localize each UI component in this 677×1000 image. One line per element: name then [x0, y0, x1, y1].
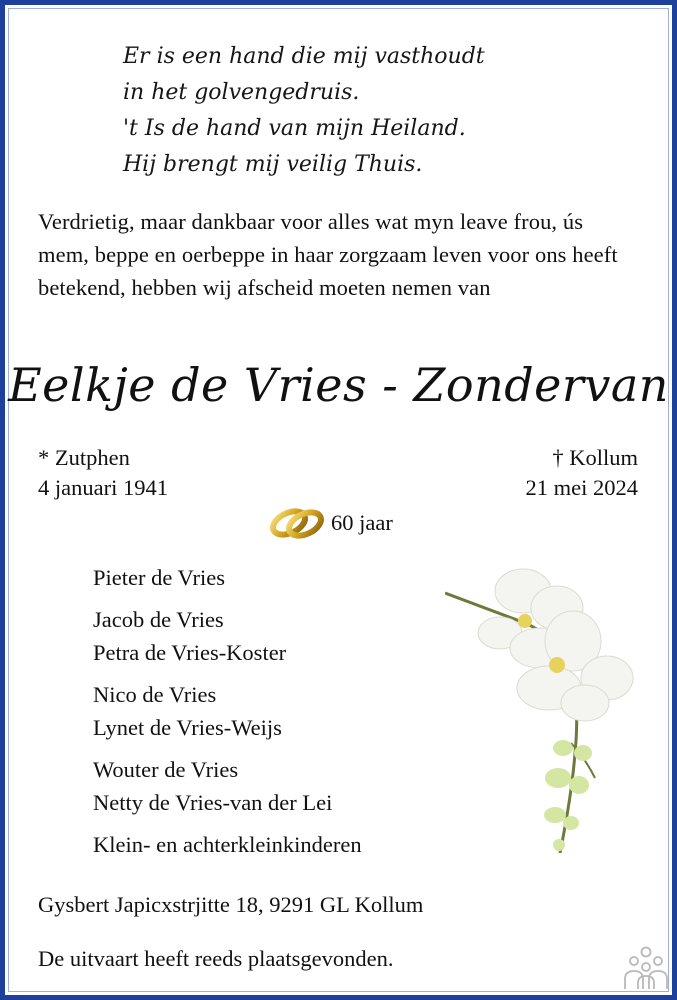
- family-member: Netty de Vries-van der Lei: [93, 790, 333, 815]
- poem-line: 't Is de hand van mijn Heiland.: [123, 116, 466, 141]
- poem: [123, 39, 485, 183]
- family-member: Jacob de Vries: [93, 607, 224, 632]
- wedding-rings-icon: [267, 497, 329, 547]
- family-member: Klein- en achterkleinkinderen: [93, 832, 362, 857]
- family-group: [93, 678, 362, 744]
- intro-text: Verdrietig, maar dankbaar voor alles wat myn leave frou, ús mem, beppe en oerbeppe in haar zorgzaam leven voor ons heeft betekend, hebben wij afscheid moeten nemen van: [38, 209, 618, 300]
- family-member: Lynet de Vries-Weijs: [93, 715, 282, 740]
- white-orchid-icon: [445, 553, 655, 863]
- marriage-years: 60 jaar: [331, 510, 393, 535]
- family-member: Pieter de Vries: [93, 565, 225, 590]
- birth-date: 4 januari 1941: [38, 475, 168, 500]
- death-date: 21 mei 2024: [525, 475, 638, 500]
- death-place: † Kollum: [552, 445, 638, 470]
- people-family-icon: [621, 945, 671, 991]
- family-group: [93, 828, 362, 861]
- birth-info: [38, 443, 168, 503]
- deceased-name: Eelkje de Vries - Zondervan: [8, 358, 669, 412]
- death-info: [526, 443, 639, 503]
- funeral-note: De uitvaart heeft reeds plaatsgevonden.: [38, 946, 394, 971]
- birth-place: * Zutphen: [38, 445, 130, 470]
- family-group: [93, 561, 362, 594]
- family-member: Wouter de Vries: [93, 757, 239, 782]
- poem-line: Er is een hand die mij vasthoudt: [123, 44, 485, 69]
- poem-line: in het golvengedruis.: [123, 80, 360, 105]
- address: Gysbert Japicxstrjitte 18, 9291 GL Kollum: [38, 892, 424, 917]
- family-member: Nico de Vries: [93, 682, 217, 707]
- family-group: [93, 603, 362, 669]
- family-group: [93, 753, 362, 819]
- poem-line: Hij brengt mij veilig Thuis.: [123, 152, 423, 177]
- family-list: [93, 561, 362, 870]
- family-member: Petra de Vries-Koster: [93, 640, 287, 665]
